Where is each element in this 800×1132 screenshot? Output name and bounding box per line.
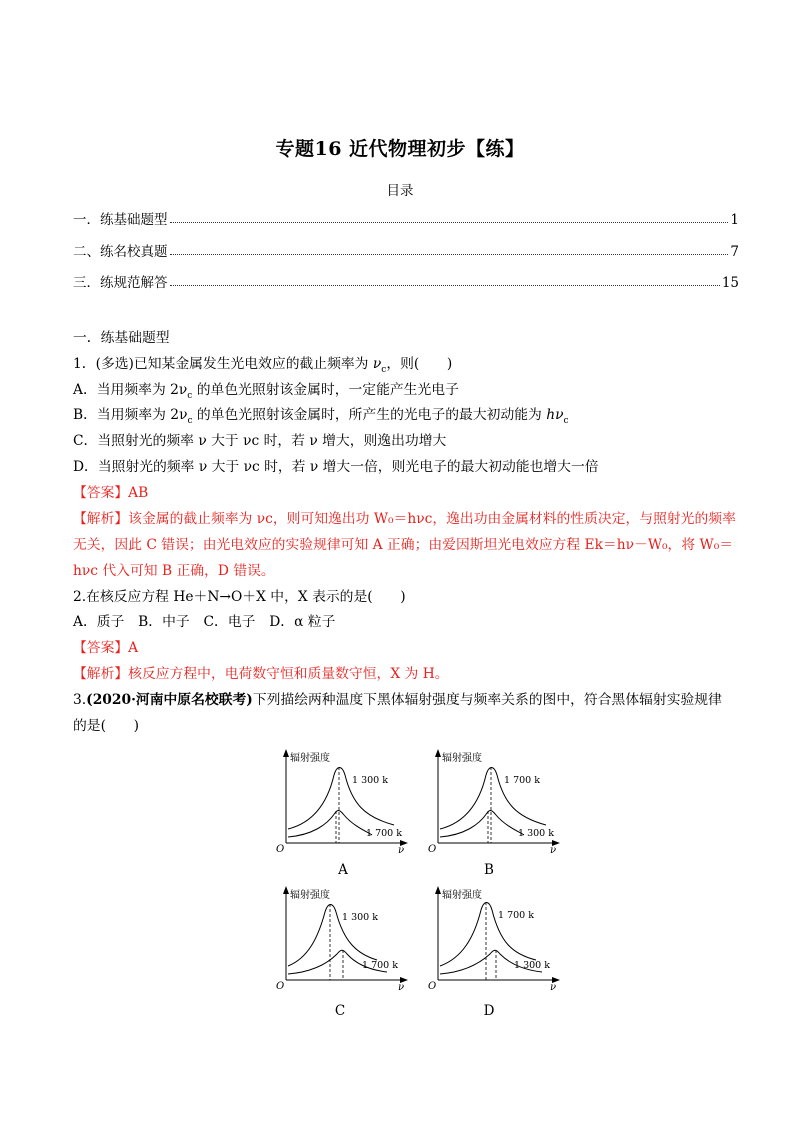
question-2-options: A．质子 B．中子 C．电子 D．α 粒子	[73, 614, 336, 630]
graph-curve-label: 1 300 k	[514, 960, 550, 971]
graph-origin: O	[276, 981, 285, 992]
question-1-option-a: A．当用频率为 $2\nu_c$ 的单色光照射该金属时，一定能产生光电子	[73, 382, 459, 401]
question-1-option-b: B．当用频率为 $2\nu_c$ 的单色光照射该金属时，所产生的光电子的最大初动能为 $h\nu_c$	[73, 407, 569, 426]
question-3-stem: 3.(2020·河南中原名校联考)下列描绘两种温度下黑体辐射强度与频率关系的图中，符合黑体辐射实验规律	[73, 692, 722, 708]
toc-item-page: 7	[730, 244, 739, 260]
question-1-analysis-line: hνc 代入可知 B 正确，D 错误。	[73, 563, 275, 579]
toc-item-label: 一．练基础题型	[73, 212, 168, 228]
graph-b	[424, 745, 564, 855]
section-heading: 一．练基础题型	[73, 330, 170, 346]
graph-origin: O	[428, 981, 437, 992]
graph-curve-label: 1 300 k	[342, 912, 378, 923]
question-1-analysis-line: 【解析】该金属的截止频率为 νc，则可知逸出功 W₀＝hνc，逸出功由金属材料的性质决定，与照射光的频率	[73, 511, 736, 527]
toc-leader	[170, 253, 729, 255]
question-3-stem-cont: 的是( )	[73, 718, 139, 734]
graph-origin: O	[428, 844, 437, 855]
graph-ylabel: 辐射强度	[442, 890, 482, 901]
graph-curve-label: 1 300 k	[518, 828, 554, 839]
graph-a	[272, 745, 412, 855]
graph-c	[272, 882, 412, 992]
question-1-analysis-line: 无关，因此 C 错误；由光电效应的实验规律可知 A 正确；由爱因斯坦光电效应方程 Ek＝hν－W₀，将 W₀＝	[73, 537, 734, 553]
graph-curve-label: 1 700 k	[366, 828, 402, 839]
toc-item[interactable]	[73, 208, 739, 228]
question-1-option-d: D．当照射光的频率 ν 大于 νc 时，若 ν 增大一倍，则光电子的最大初动能也增大一倍	[73, 459, 599, 475]
toc-item-label: 二、练名校真题	[73, 244, 168, 260]
graph-ylabel: 辐射强度	[290, 890, 330, 901]
graph-caption: C	[334, 1003, 346, 1019]
toc-item-page: 15	[721, 275, 739, 291]
graph-origin: O	[276, 844, 285, 855]
graph-ylabel: 辐射强度	[442, 753, 482, 764]
graph-xlabel: ν	[398, 982, 405, 992]
question-1-stem: 1．(多选)已知某金属发生光电效应的截止频率为 $\nu_c$，则( )	[73, 356, 453, 375]
graph-curve-label: 1 300 k	[352, 775, 388, 786]
toc-item-label: 三．练规范解答	[73, 275, 168, 291]
question-2-analysis: 【解析】核反应方程中，电荷数守恒和质量数守恒，X 为 H。	[73, 666, 449, 682]
graph-xlabel: ν	[550, 982, 557, 992]
graph-xlabel: ν	[550, 845, 557, 855]
question-2-answer: 【答案】A	[73, 640, 139, 656]
graph-curve-label: 1 700 k	[362, 960, 398, 971]
graph-curve-label: 1 700 k	[504, 775, 540, 786]
page-title: 专题16 近代物理初步【练】	[275, 138, 525, 160]
toc-item[interactable]	[73, 240, 739, 260]
toc-item-page: 1	[730, 212, 739, 228]
graph-caption: A	[338, 862, 348, 878]
toc-item[interactable]	[73, 271, 739, 291]
question-2-stem: 2.在核反应方程 He＋N→O＋X 中，X 表示的是( )	[73, 589, 406, 605]
graph-caption: D	[483, 1003, 495, 1019]
question-1-option-c: C．当照射光的频率 ν 大于 νc 时，若 ν 增大，则逸出功增大	[73, 433, 447, 449]
question-1-answer: 【答案】AB	[73, 485, 149, 501]
graph-curve-label: 1 700 k	[498, 910, 534, 921]
graph-ylabel: 辐射强度	[290, 753, 330, 764]
toc-leader	[170, 221, 729, 223]
toc-leader	[170, 284, 720, 286]
toc-heading: 目录	[386, 183, 414, 199]
graph-caption: B	[484, 862, 494, 878]
graph-d	[424, 882, 564, 992]
graph-xlabel: ν	[398, 845, 405, 855]
